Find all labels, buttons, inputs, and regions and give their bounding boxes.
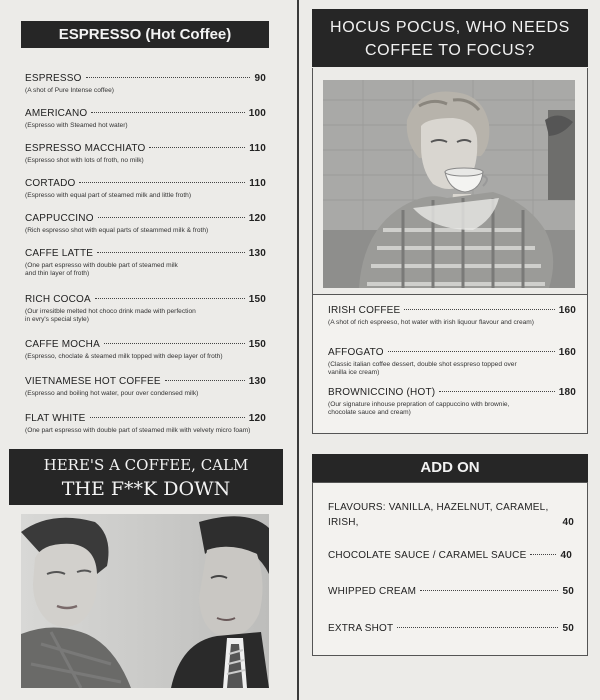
menu-item-description	[328, 401, 576, 417]
addon-extra-shot-name: EXTRA SHOT	[328, 623, 394, 634]
addon-whipped-cream	[328, 586, 574, 597]
menu-item-description	[25, 87, 266, 95]
menu-item-description	[25, 390, 266, 398]
espresso-menu-item	[25, 413, 266, 435]
description-line: vanilla ice cream)	[328, 369, 380, 376]
leader-dots	[439, 391, 554, 392]
description-line: (A shot of rich espreeso, hot water with irish liquour flavour and cream)	[328, 319, 534, 326]
addon-extra-shot	[328, 623, 574, 634]
menu-item-price: 160	[558, 347, 576, 358]
description-line: (A shot of Pure Intense coffee)	[25, 87, 114, 94]
menu-item-row	[25, 376, 266, 387]
specialty-menu-item	[328, 387, 576, 417]
addon-whipped-cream-price: 50	[562, 586, 574, 597]
hocus-line1: HOCUS POCUS, WHO NEEDS	[330, 19, 570, 36]
hocus-pocus-header	[312, 9, 588, 67]
description-line: (One part espresso with double part of steamed milk	[25, 262, 178, 269]
calm-down-banner	[9, 449, 283, 505]
leader-dots	[165, 380, 245, 381]
leader-dots	[95, 298, 245, 299]
description-line: and thin layer of froth)	[25, 270, 90, 277]
menu-item-name: VIETNAMESE HOT COFFEE	[25, 376, 161, 387]
espresso-menu-item	[25, 178, 266, 200]
menu-item-name: CAFFE LATTE	[25, 248, 94, 259]
addon-flavours	[328, 502, 574, 528]
description-line: (Espresso with Steamed hot water)	[25, 122, 128, 129]
column-divider	[297, 0, 299, 700]
couple-photo	[21, 514, 269, 688]
menu-item-description	[25, 192, 266, 200]
espresso-menu-item	[25, 73, 266, 95]
leader-dots	[97, 252, 245, 253]
menu-item-description	[328, 361, 576, 377]
leader-dots	[149, 147, 245, 148]
description-line: (One part espresso with double part of steamed milk with velvety micro foam)	[25, 427, 251, 434]
menu-item-description	[25, 308, 266, 324]
leader-dots	[404, 309, 554, 310]
espresso-menu-item	[25, 108, 266, 130]
addon-sauce-price: 40	[560, 550, 572, 561]
menu-item-name: IRISH COFFEE	[328, 305, 401, 316]
leader-dots	[79, 182, 245, 183]
addon-whipped-cream-name: WHIPPED CREAM	[328, 586, 417, 597]
menu-item-row	[25, 178, 266, 189]
description-line: (Our irresitble melted hot choco drink made with perfection	[25, 308, 196, 315]
menu-item-price: 150	[248, 339, 266, 350]
espresso-menu-item	[25, 248, 266, 278]
calm-banner-line2: THE F**K DOWN	[61, 478, 231, 500]
woman-drinking-coffee-photo	[323, 80, 575, 288]
hocus-line2: COFFEE TO FOCUS?	[365, 42, 535, 59]
addon-flavours-line1: FLAVOURS: VANILLA, HAZELNUT, CARAMEL,	[328, 502, 549, 513]
menu-item-row	[25, 413, 266, 424]
menu-item-price: 130	[248, 376, 266, 387]
menu-item-row	[328, 347, 576, 358]
addon-extra-shot-price: 50	[562, 623, 574, 634]
add-on-header: ADD ON	[312, 454, 588, 482]
menu-item-row	[328, 305, 576, 316]
menu-item-name: AMERICANO	[25, 108, 88, 119]
calm-banner-line1: HERE'S A COFFEE, CALM	[43, 456, 249, 474]
menu-item-row	[25, 294, 266, 305]
menu-item-name: CAFFE MOCHA	[25, 339, 100, 350]
menu-item-name: CORTADO	[25, 178, 76, 189]
addon-flavours-line2: IRISH,	[328, 517, 359, 528]
menu-item-row	[25, 248, 266, 259]
espresso-menu-item	[25, 143, 266, 165]
menu-item-price: 90	[254, 73, 266, 84]
menu-item-description	[25, 262, 266, 278]
menu-item-row	[328, 387, 576, 398]
espresso-menu-item	[25, 213, 266, 235]
leader-dots	[86, 77, 251, 78]
menu-item-price: 130	[248, 248, 266, 259]
espresso-menu-item	[25, 294, 266, 324]
menu-item-price: 120	[248, 213, 266, 224]
menu-item-price: 110	[249, 178, 266, 189]
menu-item-description	[328, 319, 576, 327]
description-line: (Espresso and boiling hot water, pour over condensed milk)	[25, 390, 199, 397]
leader-dots	[90, 417, 245, 418]
menu-item-row	[25, 73, 266, 84]
menu-item-row	[25, 143, 266, 154]
menu-item-price: 150	[248, 294, 266, 305]
description-line: (Espresso, choclate & steamed milk topped with deep layer of froth)	[25, 353, 223, 360]
addon-flavours-price: 40	[562, 517, 574, 528]
menu-item-description	[25, 427, 266, 435]
menu-item-name: ESPRESSO MACCHIATO	[25, 143, 146, 154]
menu-item-name: FLAT WHITE	[25, 413, 86, 424]
menu-item-price: 180	[558, 387, 576, 398]
addon-sauce-name: CHOCOLATE SAUCE / CARAMEL SAUCE	[328, 550, 527, 561]
leader-dots	[98, 217, 245, 218]
menu-item-price: 110	[249, 143, 266, 154]
description-line: (Our signature inhouse prepration of cappuccino with brownie,	[328, 401, 510, 408]
menu-item-description	[25, 227, 266, 235]
menu-item-price: 120	[248, 413, 266, 424]
menu-item-description	[25, 353, 266, 361]
menu-item-row	[25, 108, 266, 119]
menu-item-price: 100	[248, 108, 266, 119]
espresso-menu-item	[25, 376, 266, 398]
menu-item-name: CAPPUCCINO	[25, 213, 94, 224]
description-line: in evry's special style)	[25, 316, 89, 323]
leader-dots	[91, 112, 244, 113]
description-line: (Rich espresso shot with equal parts of steammed milk & froth)	[25, 227, 209, 234]
menu-item-name: RICH COCOA	[25, 294, 91, 305]
espresso-section-header: ESPRESSO (Hot Coffee)	[21, 21, 269, 48]
menu-item-description	[25, 157, 266, 165]
menu-item-row	[25, 339, 266, 350]
leader-dots	[388, 351, 555, 352]
description-line: (Classic italian coffee dessert, double shot esspreso topped over	[328, 361, 517, 368]
description-line: (Espresso shot with lots of froth, no milk)	[25, 157, 144, 164]
description-line: (Espresso with equal part of steamed milk and little froth)	[25, 192, 192, 199]
menu-item-price: 160	[558, 305, 576, 316]
menu-item-row	[25, 213, 266, 224]
menu-item-description	[25, 122, 266, 130]
addon-sauce	[328, 550, 574, 561]
leader-dots	[104, 343, 245, 344]
specialty-menu-item	[328, 347, 576, 377]
espresso-menu-item	[25, 339, 266, 361]
description-line: chocolate sauce and cream)	[328, 409, 411, 416]
menu-item-name: AFFOGATO	[328, 347, 384, 358]
specialty-menu-item	[328, 305, 576, 327]
menu-item-name: ESPRESSO	[25, 73, 82, 84]
menu-item-name: BROWNICCINO (HOT)	[328, 387, 436, 398]
